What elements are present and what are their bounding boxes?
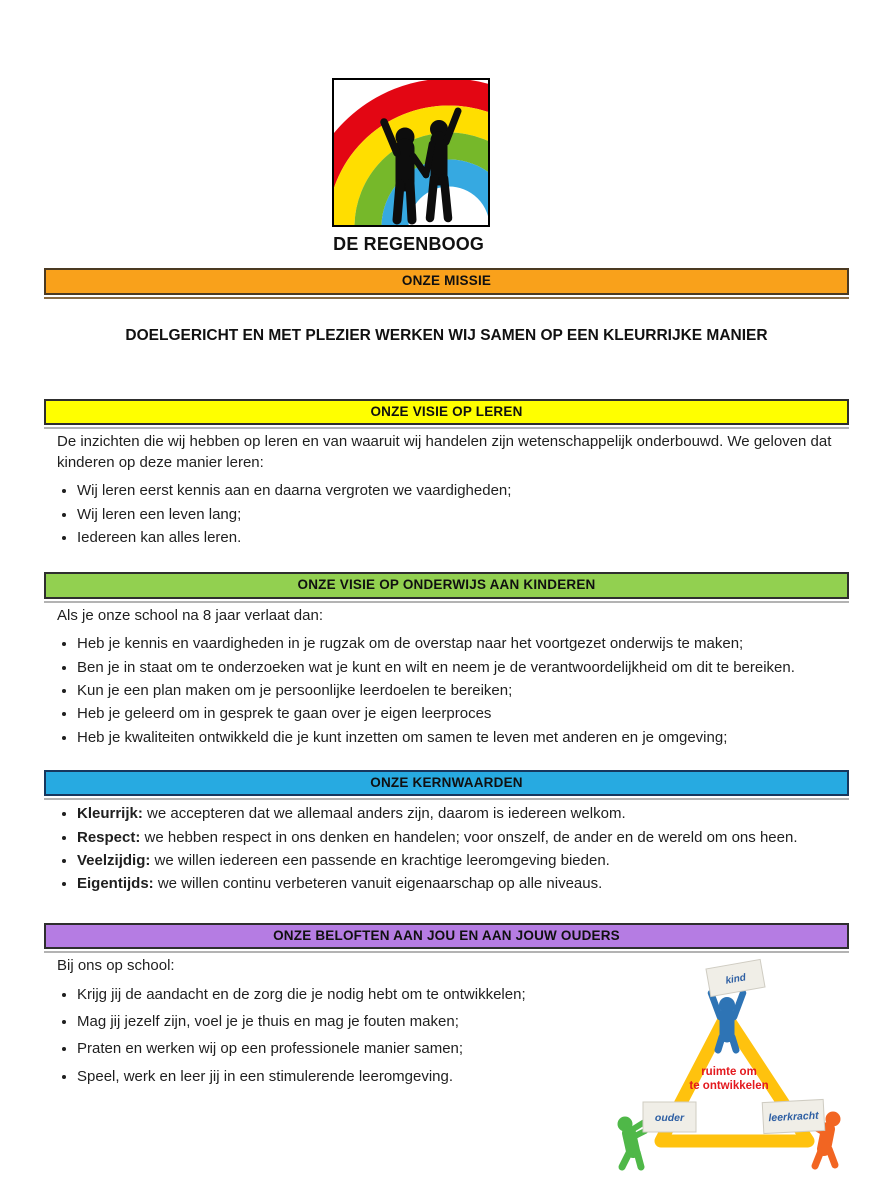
ouder-sign — [643, 1102, 696, 1132]
banner-label: ONZE MISSIE — [401, 273, 492, 288]
beloften-text-column — [44, 949, 569, 1093]
list-item — [77, 827, 849, 848]
banner-onze-missie — [44, 268, 849, 295]
banner-label: ONZE KERNWAARDEN — [370, 774, 523, 790]
list-item: • Iedereen kan alles leren. — [77, 527, 849, 548]
list-item: • Praten en werken wij op een professionele manier samen; — [77, 1038, 569, 1059]
list-item: • Mag jij jezelf zijn, voel je je thuis en mag je fouten maken; — [77, 1011, 569, 1032]
triangle-center-text-line2: te ontwikkelen — [689, 1080, 769, 1093]
visie-leren-intro: De inzichten die wij hebben op leren en van waaruit wij handelen zijn wetenschappelijk onderbouwd. We geloven dat kinderen op deze manier leren: — [57, 433, 832, 471]
banner-label: ONZE BELOFTEN AAN JOU EN AAN JOUW OUDERS — [273, 927, 620, 943]
list-item — [77, 803, 849, 824]
beloften-section-body — [44, 949, 849, 1186]
banner-onze-kernwaarden — [44, 770, 849, 797]
development-triangle-illustration — [616, 953, 849, 1186]
list-item: • Ben je in staat om te onderzoeken wat je kunt en wilt en neem je de verantwoordelijkheid om dit te bereiken. — [77, 657, 849, 678]
beloften-intro: Bij ons op school: — [57, 957, 175, 975]
list-item: • Krijg jij de aandacht en de zorg die je nodig hebt om te ontwikkelen; — [77, 984, 569, 1005]
kernwaarde-term: Respect: — [77, 828, 141, 846]
visie-onderwijs-intro: Als je onze school na 8 jaar verlaat dan: — [57, 606, 323, 624]
kernwaarde-text: we accepteren dat we allemaal anders zijn, daarom is iedereen welkom. — [142, 805, 626, 823]
kernwaarde-term: Veelzijdig: — [77, 852, 151, 870]
list-item — [77, 873, 849, 894]
visie-leren-list — [44, 480, 849, 548]
banner-onze-visie-op-onderwijs — [44, 572, 849, 599]
triangle-diagram-icon — [616, 953, 849, 1181]
leerkracht-sign — [762, 1100, 825, 1134]
list-item: • Heb je kwaliteiten ontwikkeld die je kunt inzetten om samen te leven met anderen en je omgeving; — [77, 727, 849, 748]
beloften-list — [44, 984, 569, 1087]
visie-onderwijs-list — [44, 633, 849, 747]
list-item: • Wij leren een leven lang; — [77, 504, 849, 525]
list-item: • Heb je kennis en vaardigheden in je rugzak om de overstap naar het voortgezet onderwijs te maken; — [77, 633, 849, 654]
list-item: • Kun je een plan maken om je persoonlijke leerdoelen te bereiken; — [77, 680, 849, 701]
list-item: • Speel, werk en leer jij in een stimulerende leeromgeving. — [77, 1066, 569, 1087]
kernwaarde-text: we willen continu verbeteren vanuit eigenaarschap op alle niveaus. — [153, 875, 603, 893]
triangle-center-text-line1: ruimte om — [701, 1066, 757, 1079]
banner-label: ONZE VISIE OP LEREN — [370, 403, 523, 419]
kernwaarde-term: Kleurrijk: — [77, 805, 143, 823]
kernwaarde-text: we willen iedereen een passende en krachtige leeromgeving bieden. — [150, 852, 610, 870]
list-item: • Wij leren eerst kennis aan en daarna vergroten we vaardigheden; — [77, 480, 849, 501]
logo-text: DE REGENBOOG — [333, 233, 485, 254]
rainbow-logo-icon — [332, 78, 490, 227]
list-item — [77, 850, 849, 871]
school-logo — [332, 78, 490, 255]
kernwaarden-list — [44, 803, 849, 894]
ouder-label: ouder — [654, 1112, 685, 1125]
banner-onze-visie-op-leren — [44, 399, 849, 426]
kind-sign — [706, 960, 765, 997]
mission-heading: DOELGERICHT EN MET PLEZIER WERKEN WIJ SAMEN OP EEN KLEURRIJKE MANIER — [125, 326, 768, 344]
banner-label: ONZE VISIE OP ONDERWIJS AAN KINDEREN — [297, 577, 596, 593]
kernwaarde-term: Eigentijds: — [77, 875, 154, 893]
kind-label: kind — [724, 972, 747, 987]
kernwaarde-text: we hebben respect in ons denken en handelen; voor onszelf, de ander en de wereld om ons heen. — [140, 828, 798, 846]
list-item: • Heb je geleerd om in gesprek te gaan over je eigen leerproces — [77, 703, 849, 724]
banner-onze-beloften — [44, 923, 849, 950]
leerkracht-label: leerkracht — [768, 1109, 819, 1125]
ouder-figure-icon — [618, 1117, 647, 1168]
